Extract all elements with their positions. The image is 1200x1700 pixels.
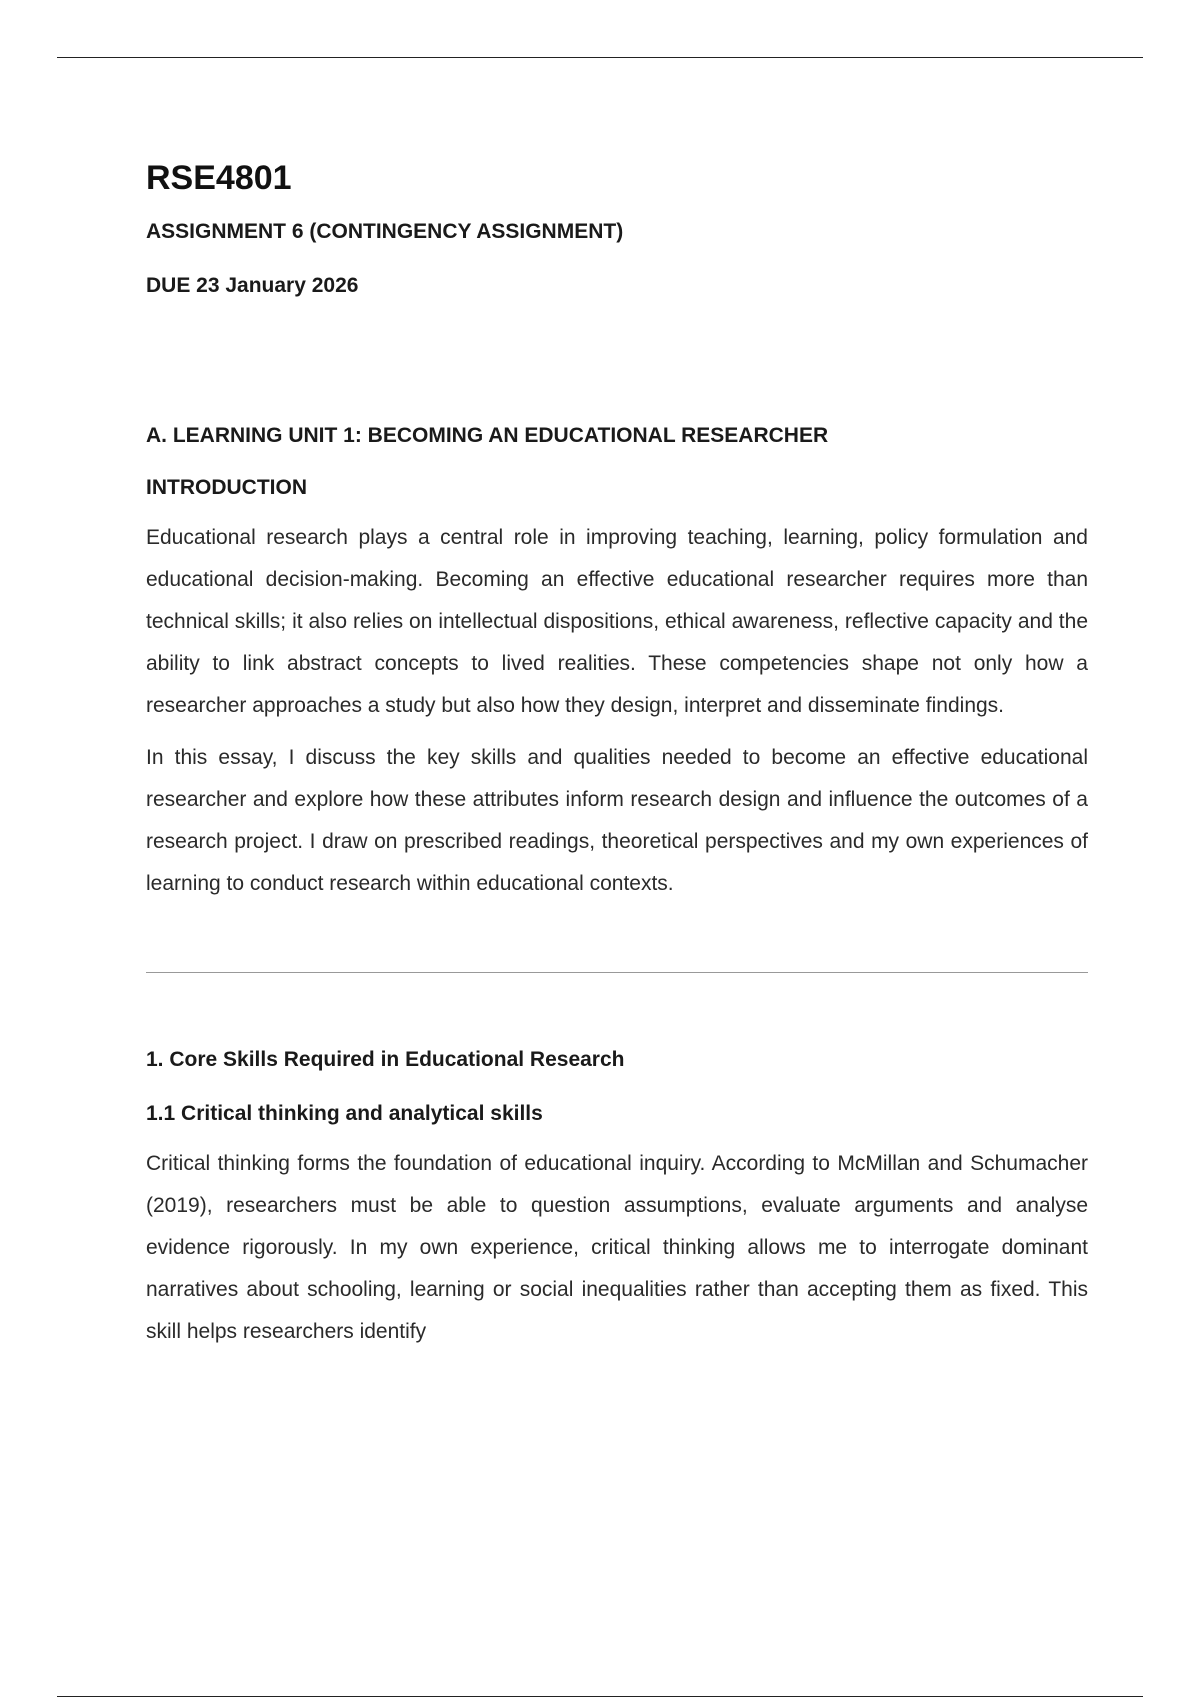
page-bottom-rule xyxy=(57,1696,1143,1697)
assignment-title: ASSIGNMENT 6 (CONTINGENCY ASSIGNMENT) xyxy=(146,220,624,243)
section-divider xyxy=(146,972,1088,973)
course-code: RSE4801 xyxy=(146,159,292,197)
document-body xyxy=(146,150,1088,1353)
due-date: DUE 23 January 2026 xyxy=(146,274,359,297)
section-1-1-paragraph: Critical thinking forms the foundation of educational inquiry. According to McMillan and Schumacher (2019), researchers must be able to question assumptions, evaluate arguments and analyse evidence rigorously. In my own experience, critical thinking allows me to interrogate dominant narratives about schooling, learning or social inequalities rather than accepting them as fixed. This skill helps researchers identify xyxy=(146,1152,1088,1343)
page-top-rule xyxy=(57,57,1143,58)
introduction-heading: INTRODUCTION xyxy=(146,476,307,499)
intro-paragraph-2: In this essay, I discuss the key skills and qualities needed to become an effective educational researcher and explore how these attributes inform research design and influence the outcomes of a research project. I draw on prescribed readings, theoretical perspectives and my own experiences of learning to conduct research within educational contexts. xyxy=(146,746,1088,895)
section-1-heading: 1. Core Skills Required in Educational Research xyxy=(146,1048,625,1071)
unit-heading: A. LEARNING UNIT 1: BECOMING AN EDUCATIONAL RESEARCHER xyxy=(146,424,829,447)
intro-paragraph-1: Educational research plays a central role in improving teaching, learning, policy formulation and educational decision-making. Becoming an effective educational researcher requires more than technical skills; it also relies on intellectual dispositions, ethical awareness, reflective capacity and the ability to link abstract concepts to lived realities. These competencies shape not only how a researcher approaches a study but also how they design, interpret and disseminate findings. xyxy=(146,526,1088,717)
subsection-1-1-heading: 1.1 Critical thinking and analytical skills xyxy=(146,1102,543,1125)
